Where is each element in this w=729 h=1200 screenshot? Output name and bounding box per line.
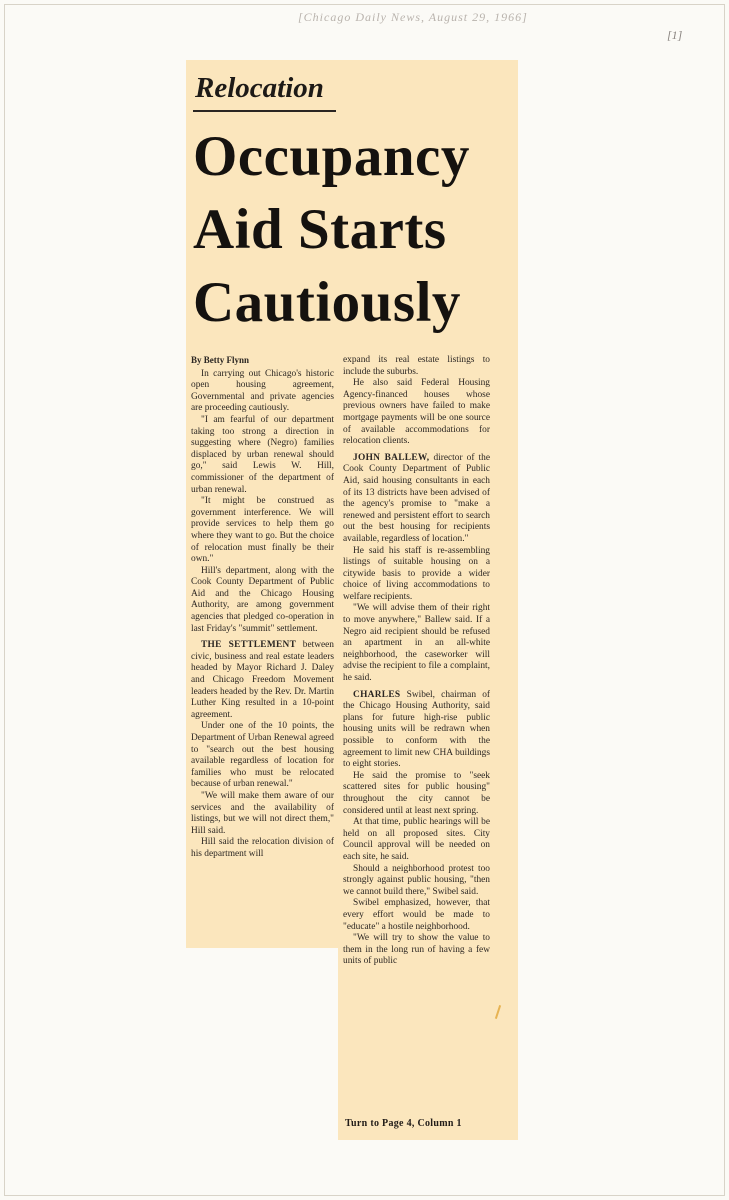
ballew-lead: JOHN BALLEW, [353, 452, 430, 463]
headline-line-3: Cautiously [193, 271, 461, 334]
paragraph: He also said Federal Housing Agency-financed houses whose previous owners have failed to make mortgage payments will be one source of available accommodations for relocation clients. [343, 378, 490, 447]
charles-paragraph [343, 690, 490, 771]
paragraph: expand its real estate listings to include the suburbs. [343, 355, 490, 377]
paragraph: Hill said the relocation division of his department will [191, 837, 334, 859]
handwritten-source-note: [Chicago Daily News, August 29, 1966] [298, 10, 528, 24]
paragraph: Swibel emphasized, however, that every effort would be made to "educate" a hostile neighborhood. [343, 898, 490, 932]
headline-line-1: Occupancy [193, 125, 470, 188]
settlement-paragraph [191, 640, 334, 721]
article-left-column [191, 355, 334, 861]
paragraph: Hill's department, along with the Cook County Department of Public Aid and the Chicago Housing Authority, are among government agencies that pledged co-operation in last Friday's "summit" settlement. [191, 565, 334, 634]
kicker-underline [193, 110, 336, 112]
settlement-text: between civic, business and real estate leaders headed by Mayor Richard J. Daley and Chicago Freedom Movement leaders headed by the Rev. Dr. Martin Luther King resulted in a 10-point agreement. [191, 640, 334, 720]
settlement-lead: THE SETTLEMENT [201, 640, 297, 651]
article-right-column [343, 355, 490, 968]
paragraph: "I am fearful of our department taking too strong a direction in suggesting where (Negro) families displaced by urban renewal should go," said Lewis W. Hill, commissioner of the department of urban renewal. [191, 414, 334, 495]
paragraph: Should a neighborhood protest too strongly against public housing, "then we cannot build there," Swibel said. [343, 863, 490, 897]
section-kicker: Relocation [195, 72, 324, 104]
ballew-paragraph [343, 453, 490, 546]
page-number: [1] [667, 28, 683, 42]
paragraph: He said his staff is re-assembling listings of suitable housing on a citywide basis to provide a wider choice of living accommodations to welfare recipients. [343, 545, 490, 602]
headline-line-2: Aid Starts [193, 198, 447, 261]
charles-lead: CHARLES [353, 689, 401, 700]
headline [193, 120, 513, 339]
continuation-jump-line: Turn to Page 4, Column 1 [345, 1118, 462, 1129]
ballew-text: director of the Cook County Department of Public Aid, said housing consultants in each of its 13 districts have been advised of the agency's promise to "make a renewed and persistent effort to search out the best housing for recipients available, regardless of location." [343, 452, 490, 544]
paragraph: He said the promise to "seek scattered sites for public housing" throughout the city cannot be considered until at least next spring. [343, 770, 490, 816]
paragraph: In carrying out Chicago's historic open housing agreement, Governmental and private agencies are proceeding cautiously. [191, 368, 334, 414]
charles-text: Swibel, chairman of the Chicago Housing Authority, said plans for future high-rise public housing units will be redrawn when possible to conform with the agreement to limit new CHA buildings to eight stories. [343, 689, 491, 770]
paragraph: "We will advise them of their right to move anywhere," Ballew said. If a Negro aid recipient should be refused an apartment in an all-white neighborhood, the caseworker will advise the recipient to file a complaint, he said. [343, 603, 490, 684]
paragraph: At that time, public hearings will be held on all proposed sites. City Council approval will be needed on each site, he said. [343, 817, 490, 862]
paragraph: "It might be construed as government interference. We will provide services to help them go where they want to go. But the choice of relocation must finally be their own." [191, 496, 334, 565]
paragraph: "We will make them aware of our services and the availability of listings, but we will not direct them," Hill said. [191, 790, 334, 836]
paragraph: "We will try to show the value to them in the long run of having a few units of public [343, 933, 490, 967]
byline: By Betty Flynn [191, 355, 250, 365]
paragraph: Under one of the 10 points, the Department of Urban Renewal agreed to "search out the best housing available regardless of location for families who must be relocated because of urban renewal." [191, 721, 334, 790]
